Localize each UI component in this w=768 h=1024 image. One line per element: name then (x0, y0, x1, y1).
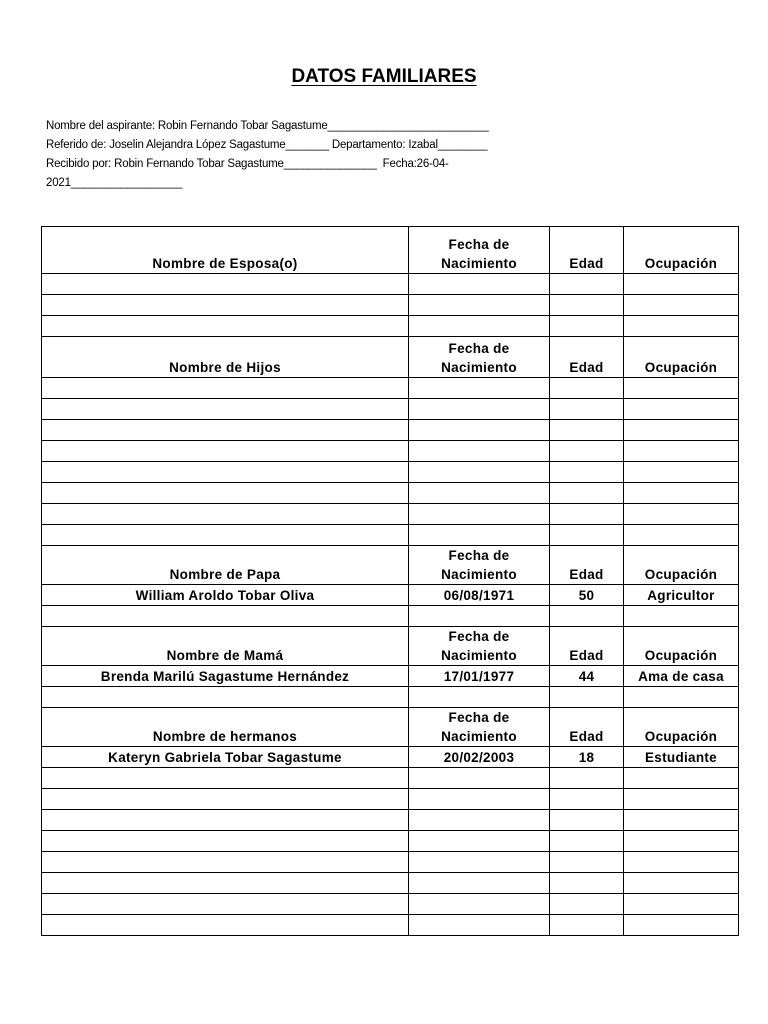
empty-age-cell (550, 873, 624, 894)
empty-age-cell (550, 504, 624, 525)
empty-name-cell (42, 378, 409, 399)
empty-birthdate-cell (409, 606, 550, 627)
empty-name-cell (42, 274, 409, 295)
empty-age-cell (550, 274, 624, 295)
occupation-header: Ocupación (624, 337, 739, 378)
empty-age-cell (550, 894, 624, 915)
occupation-header: Ocupación (624, 546, 739, 585)
empty-name-cell (42, 399, 409, 420)
empty-birthdate-cell (409, 768, 550, 789)
empty-row (42, 768, 739, 789)
empty-age-cell (550, 852, 624, 873)
empty-name-cell (42, 525, 409, 546)
empty-birthdate-cell (409, 852, 550, 873)
birthdate-header (409, 546, 550, 585)
empty-row (42, 274, 739, 295)
empty-row (42, 378, 739, 399)
age-value: 44 (550, 666, 624, 687)
person-name: William Aroldo Tobar Oliva (42, 585, 409, 606)
empty-birthdate-cell (409, 525, 550, 546)
empty-age-cell (550, 483, 624, 504)
empty-occupation-cell (624, 789, 739, 810)
empty-occupation-cell (624, 504, 739, 525)
empty-name-cell (42, 831, 409, 852)
empty-age-cell (550, 316, 624, 337)
empty-birthdate-cell (409, 274, 550, 295)
empty-name-cell (42, 852, 409, 873)
birthdate-header-line2: Nacimiento (441, 360, 517, 375)
age-header: Edad (550, 627, 624, 666)
empty-row (42, 687, 739, 708)
empty-row (42, 606, 739, 627)
person-name: Kateryn Gabriela Tobar Sagastume (42, 747, 409, 768)
empty-row (42, 873, 739, 894)
empty-row (42, 789, 739, 810)
empty-occupation-cell (624, 687, 739, 708)
birthdate-value: 20/02/2003 (409, 747, 550, 768)
referred-by-line: Referido de: Joselin Alejandra López Sagastume_______ Departamento: Izabal________ (46, 139, 488, 151)
empty-row (42, 295, 739, 316)
empty-birthdate-cell (409, 399, 550, 420)
empty-row (42, 525, 739, 546)
occupation-header: Ocupación (624, 627, 739, 666)
empty-birthdate-cell (409, 810, 550, 831)
empty-name-cell (42, 316, 409, 337)
empty-name-cell (42, 295, 409, 316)
empty-occupation-cell (624, 810, 739, 831)
empty-occupation-cell (624, 420, 739, 441)
empty-name-cell (42, 810, 409, 831)
empty-birthdate-cell (409, 316, 550, 337)
empty-occupation-cell (624, 915, 739, 936)
age-header: Edad (550, 546, 624, 585)
section-header-row (42, 627, 739, 666)
birthdate-header-line1: Fecha de (448, 710, 510, 725)
empty-occupation-cell (624, 483, 739, 504)
empty-row (42, 852, 739, 873)
empty-age-cell (550, 462, 624, 483)
empty-occupation-cell (624, 831, 739, 852)
empty-occupation-cell (624, 525, 739, 546)
empty-row (42, 504, 739, 525)
birthdate-value: 17/01/1977 (409, 666, 550, 687)
age-value: 18 (550, 747, 624, 768)
document-title: DATOS FAMILIARES (291, 66, 477, 87)
section-name-header: Nombre de hermanos (42, 708, 409, 747)
empty-birthdate-cell (409, 789, 550, 810)
empty-occupation-cell (624, 768, 739, 789)
birthdate-header-line2: Nacimiento (441, 256, 517, 271)
empty-row (42, 810, 739, 831)
empty-occupation-cell (624, 378, 739, 399)
empty-row (42, 894, 739, 915)
empty-occupation-cell (624, 441, 739, 462)
empty-row (42, 316, 739, 337)
empty-birthdate-cell (409, 687, 550, 708)
empty-row (42, 915, 739, 936)
section-name-header: Nombre de Papa (42, 546, 409, 585)
birthdate-header-line1: Fecha de (448, 237, 510, 252)
empty-birthdate-cell (409, 894, 550, 915)
empty-age-cell (550, 810, 624, 831)
empty-occupation-cell (624, 295, 739, 316)
occupation-header: Ocupación (624, 708, 739, 747)
section-header-row (42, 337, 739, 378)
empty-occupation-cell (624, 462, 739, 483)
empty-name-cell (42, 462, 409, 483)
empty-occupation-cell (624, 316, 739, 337)
empty-row (42, 462, 739, 483)
birthdate-header-line2: Nacimiento (441, 567, 517, 582)
birthdate-header-line1: Fecha de (448, 341, 510, 356)
empty-occupation-cell (624, 399, 739, 420)
empty-birthdate-cell (409, 483, 550, 504)
applicant-name-line: Nombre del aspirante: Robin Fernando Tobar Sagastume__________________________ (46, 120, 489, 132)
empty-row (42, 441, 739, 462)
occupation-value: Estudiante (624, 747, 739, 768)
birthdate-header (409, 627, 550, 666)
family-data-table (41, 226, 739, 936)
birthdate-header (409, 337, 550, 378)
empty-name-cell (42, 789, 409, 810)
empty-row (42, 399, 739, 420)
empty-age-cell (550, 831, 624, 852)
empty-occupation-cell (624, 274, 739, 295)
empty-occupation-cell (624, 606, 739, 627)
section-header-row (42, 546, 739, 585)
section-name-header: Nombre de Hijos (42, 337, 409, 378)
empty-name-cell (42, 420, 409, 441)
empty-row (42, 483, 739, 504)
section-header-row (42, 708, 739, 747)
empty-occupation-cell (624, 873, 739, 894)
empty-birthdate-cell (409, 295, 550, 316)
empty-age-cell (550, 525, 624, 546)
empty-row (42, 420, 739, 441)
birthdate-header (409, 708, 550, 747)
section-name-header: Nombre de Mamá (42, 627, 409, 666)
empty-name-cell (42, 915, 409, 936)
empty-name-cell (42, 504, 409, 525)
section-header-row (42, 227, 739, 274)
birthdate-header (409, 227, 550, 274)
birthdate-header-line1: Fecha de (448, 629, 510, 644)
applicant-info (46, 117, 546, 193)
empty-birthdate-cell (409, 441, 550, 462)
empty-birthdate-cell (409, 831, 550, 852)
empty-birthdate-cell (409, 378, 550, 399)
empty-birthdate-cell (409, 462, 550, 483)
empty-age-cell (550, 420, 624, 441)
birthdate-header-line1: Fecha de (448, 548, 510, 563)
empty-row (42, 831, 739, 852)
empty-name-cell (42, 894, 409, 915)
received-by-line: Recibido por: Robin Fernando Tobar Sagastume_______________ Fecha:26-04- (46, 158, 449, 170)
birthdate-header-line2: Nacimiento (441, 729, 517, 744)
empty-age-cell (550, 606, 624, 627)
empty-name-cell (42, 768, 409, 789)
table-row (42, 585, 739, 606)
occupation-header: Ocupación (624, 227, 739, 274)
empty-age-cell (550, 789, 624, 810)
empty-name-cell (42, 441, 409, 462)
birthdate-header-line2: Nacimiento (441, 648, 517, 663)
empty-age-cell (550, 768, 624, 789)
table-row (42, 747, 739, 768)
empty-name-cell (42, 873, 409, 894)
age-header: Edad (550, 708, 624, 747)
occupation-value: Agricultor (624, 585, 739, 606)
empty-age-cell (550, 915, 624, 936)
age-value: 50 (550, 585, 624, 606)
age-header: Edad (550, 337, 624, 378)
empty-age-cell (550, 378, 624, 399)
empty-name-cell (42, 483, 409, 504)
date-continuation-line: 2021__________________ (46, 177, 183, 189)
empty-age-cell (550, 295, 624, 316)
age-header: Edad (550, 227, 624, 274)
empty-birthdate-cell (409, 873, 550, 894)
empty-age-cell (550, 441, 624, 462)
occupation-value: Ama de casa (624, 666, 739, 687)
empty-birthdate-cell (409, 420, 550, 441)
empty-birthdate-cell (409, 504, 550, 525)
empty-name-cell (42, 687, 409, 708)
empty-occupation-cell (624, 894, 739, 915)
table-row (42, 666, 739, 687)
birthdate-value: 06/08/1971 (409, 585, 550, 606)
empty-birthdate-cell (409, 915, 550, 936)
empty-name-cell (42, 606, 409, 627)
empty-occupation-cell (624, 852, 739, 873)
empty-age-cell (550, 399, 624, 420)
person-name: Brenda Marilú Sagastume Hernández (42, 666, 409, 687)
empty-age-cell (550, 687, 624, 708)
section-name-header: Nombre de Esposa(o) (42, 227, 409, 274)
